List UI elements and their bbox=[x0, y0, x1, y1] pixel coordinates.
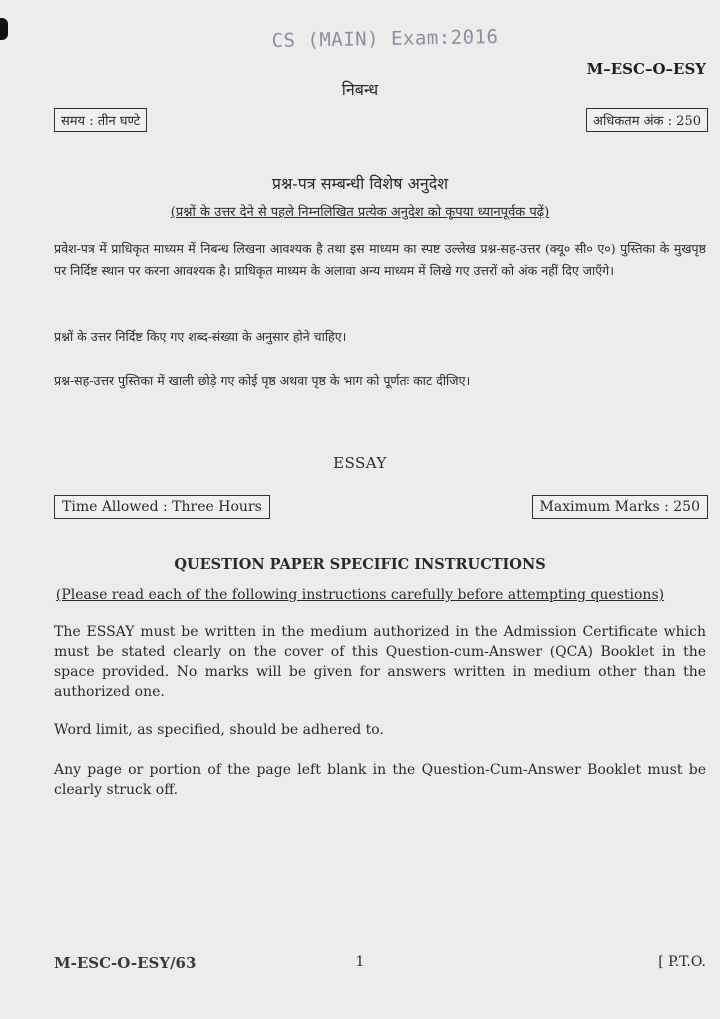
exam-stamp: CS (MAIN) Exam:2016 bbox=[271, 26, 499, 52]
scan-edge-mark bbox=[0, 18, 8, 40]
english-instructions-heading: QUESTION PAPER SPECIFIC INSTRUCTIONS bbox=[174, 556, 546, 573]
paper-code: M–ESC–O–ESY bbox=[586, 60, 706, 78]
english-instruction-1: The ESSAY must be written in the medium authorized in the Admission Certificate which must be stated clearly on the cover of this Question-cum-Answer (QCA) Booklet in the space provided. No marks will be given for answers written in medium other than the authorized one. bbox=[54, 624, 706, 700]
hindi-time-box: समय : तीन घण्टे bbox=[54, 108, 147, 132]
english-instruction-3: Any page or portion of the page left blank in the Question-Cum-Answer Booklet must be clearly struck off. bbox=[54, 762, 706, 798]
hindi-instruction-1: प्रवेश-पत्र में प्राधिकृत माध्यम में निबन्ध लिखना आवश्यक है तथा इस माध्यम का स्पष्ट उल्लेख प्रश्न-सह-उत्तर (क्यू० सी० ए०) पुस्तिका के मुखपृष्ठ पर निर्दिष्ट स्थान पर करना आवश्यक है। प्राधिकृत माध्यम के अलावा अन्य माध्यम में लिखे गए उत्तरों को अंक नहीं दिए जाएँगे। bbox=[54, 241, 706, 278]
hindi-instruction-3: प्रश्न-सह-उत्तर पुस्तिका में खाली छोड़े गए कोई पृष्ठ अथवा पृष्ठ के भाग को पूर्णतः काट दीजिए। bbox=[54, 373, 471, 388]
hindi-instructions-heading: प्रश्न-पत्र सम्बन्धी विशेष अनुदेश bbox=[271, 174, 449, 193]
english-time-box: Time Allowed : Three Hours bbox=[54, 495, 270, 519]
hindi-title: निबन्ध bbox=[341, 80, 379, 99]
english-instructions-subheading: (Please read each of the following instructions carefully before attempting questions) bbox=[55, 587, 665, 603]
footer-pto: [ P.T.O. bbox=[658, 954, 706, 970]
english-instruction-2: Word limit, as specified, should be adhered to. bbox=[54, 722, 384, 738]
hindi-marks-box: अधिकतम अंक : 250 bbox=[586, 108, 708, 132]
english-marks-box: Maximum Marks : 250 bbox=[532, 495, 708, 519]
hindi-instruction-2: प्रश्नों के उत्तर निर्दिष्ट किए गए शब्द-संख्या के अनुसार होने चाहिए। bbox=[54, 329, 347, 344]
hindi-instructions-subheading: (प्रश्नों के उत्तर देने से पहले निम्नलिखित प्रत्येक अनुदेश को कृपया ध्यानपूर्वक पढ़ें) bbox=[170, 205, 550, 220]
footer-paper-code: M-ESC-O-ESY/63 bbox=[54, 954, 197, 972]
english-title: ESSAY bbox=[333, 454, 387, 472]
footer-page-number: 1 bbox=[355, 954, 365, 970]
